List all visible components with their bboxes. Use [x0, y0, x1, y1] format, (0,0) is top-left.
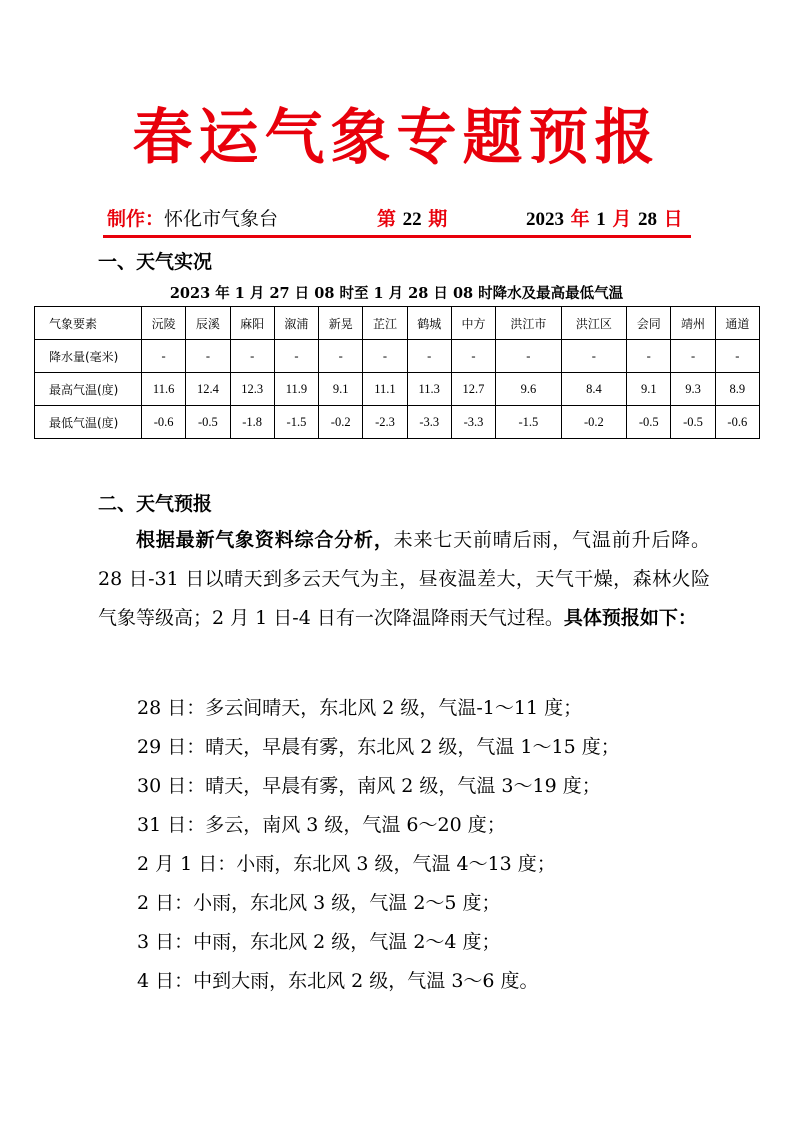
summary-text: 未来七天前晴后雨，气温前升后降。28 日-31 日以晴天到多云天气为主，昼夜温差大，天气干燥，森林火险气象等级高；2 月 1 日-4 日有一次降温降雨天气过程。 — [98, 529, 710, 629]
table-cell: - — [363, 340, 407, 373]
forecast-summary — [98, 521, 710, 638]
station-cell: 新晃 — [319, 307, 363, 340]
issue-number: 第 22 期 — [377, 208, 448, 230]
station-cell: 溆浦 — [274, 307, 318, 340]
table-cell: - — [230, 340, 274, 373]
table-cell: -1.5 — [496, 406, 562, 439]
table-cell: 12.3 — [230, 373, 274, 406]
table-cell: - — [451, 340, 495, 373]
table-cell: - — [627, 340, 671, 373]
table-cell: 8.4 — [561, 373, 627, 406]
station-cell: 沅陵 — [142, 307, 186, 340]
table-cell: - — [142, 340, 186, 373]
table-row-precipitation — [35, 340, 760, 373]
forecast-day: 3 日：中雨，东北风 2 级，气温 2～4 度； — [137, 931, 501, 953]
station-cell: 洪江市 — [496, 307, 562, 340]
section-heading-forecast: 二、天气预报 — [98, 493, 213, 515]
row-label: 最高气温(度) — [35, 373, 142, 406]
table-cell: -1.5 — [274, 406, 318, 439]
table-cell: - — [671, 340, 715, 373]
station-cell: 鹤城 — [407, 307, 451, 340]
table-row-min-temp — [35, 406, 760, 439]
station-cell: 靖州 — [671, 307, 715, 340]
section-heading-observations: 一、天气实况 — [98, 251, 213, 273]
forecast-day: 30 日：晴天，早晨有雾，南风 2 级，气温 3～19 度； — [137, 775, 601, 797]
table-cell: 11.6 — [142, 373, 186, 406]
forecast-day: 28 日：多云间晴天，东北风 2 级，气温-1～11 度； — [137, 697, 583, 719]
table-cell: -0.5 — [671, 406, 715, 439]
table-cell: -1.8 — [230, 406, 274, 439]
table-cell: 9.3 — [671, 373, 715, 406]
table-cell: 9.1 — [627, 373, 671, 406]
forecast-day: 31 日：多云，南风 3 级，气温 6～20 度； — [137, 814, 506, 836]
table-cell: - — [274, 340, 318, 373]
table-cell: - — [561, 340, 627, 373]
table-cell: - — [186, 340, 230, 373]
station-cell: 会同 — [627, 307, 671, 340]
table-cell: - — [496, 340, 562, 373]
table-cell: -0.2 — [561, 406, 627, 439]
station-cell: 辰溪 — [186, 307, 230, 340]
issue-date: 2023 年 1 月 28 日 — [526, 208, 683, 230]
table-cell: 11.1 — [363, 373, 407, 406]
forecast-day: 2 月 1 日：小雨，东北风 3 级，气温 4～13 度； — [137, 853, 556, 875]
header-divider — [103, 235, 691, 238]
table-cell: 12.4 — [186, 373, 230, 406]
summary-lead: 根据最新气象资料综合分析， — [136, 529, 394, 551]
table-cell: -0.6 — [142, 406, 186, 439]
table-cell: 8.9 — [715, 373, 759, 406]
table-cell: -3.3 — [451, 406, 495, 439]
table-cell: 12.7 — [451, 373, 495, 406]
station-cell: 芷江 — [363, 307, 407, 340]
summary-tail: 具体预报如下： — [563, 607, 697, 629]
table-cell: -0.5 — [186, 406, 230, 439]
table-cell: 9.1 — [319, 373, 363, 406]
table-cell: - — [715, 340, 759, 373]
forecast-day: 2 日：小雨，东北风 3 级，气温 2～5 度； — [137, 892, 501, 914]
table-cell: -0.2 — [319, 406, 363, 439]
forecast-day: 4 日：中到大雨，东北风 2 级，气温 3～6 度。 — [137, 970, 539, 992]
row-label: 降水量(毫米) — [35, 340, 142, 373]
table-row-max-temp — [35, 373, 760, 406]
maker-line — [107, 204, 278, 234]
table-cell: -0.6 — [715, 406, 759, 439]
table-caption: 2023 年 1 月 27 日 08 时至 1 月 28 日 08 时降水及最高最低气温 — [169, 285, 624, 302]
table-cell: - — [407, 340, 451, 373]
table-cell: 11.3 — [407, 373, 451, 406]
table-corner-cell: 气象要素 — [35, 307, 142, 340]
table-header-row — [35, 307, 760, 340]
table-cell: -3.3 — [407, 406, 451, 439]
page-title: 春运气象专题预报 — [132, 103, 661, 173]
table-cell: 9.6 — [496, 373, 562, 406]
station-cell: 麻阳 — [230, 307, 274, 340]
station-cell: 通道 — [715, 307, 759, 340]
table-cell: - — [319, 340, 363, 373]
row-label: 最低气温(度) — [35, 406, 142, 439]
maker-name: 怀化市气象台 — [164, 208, 279, 230]
station-cell: 洪江区 — [561, 307, 627, 340]
observation-table — [34, 306, 760, 439]
table-cell: -0.5 — [627, 406, 671, 439]
forecast-day: 29 日：晴天，早晨有雾，东北风 2 级，气温 1～15 度； — [137, 736, 620, 758]
maker-label: 制作： — [107, 208, 165, 230]
table-cell: -2.3 — [363, 406, 407, 439]
station-cell: 中方 — [451, 307, 495, 340]
table-cell: 11.9 — [274, 373, 318, 406]
